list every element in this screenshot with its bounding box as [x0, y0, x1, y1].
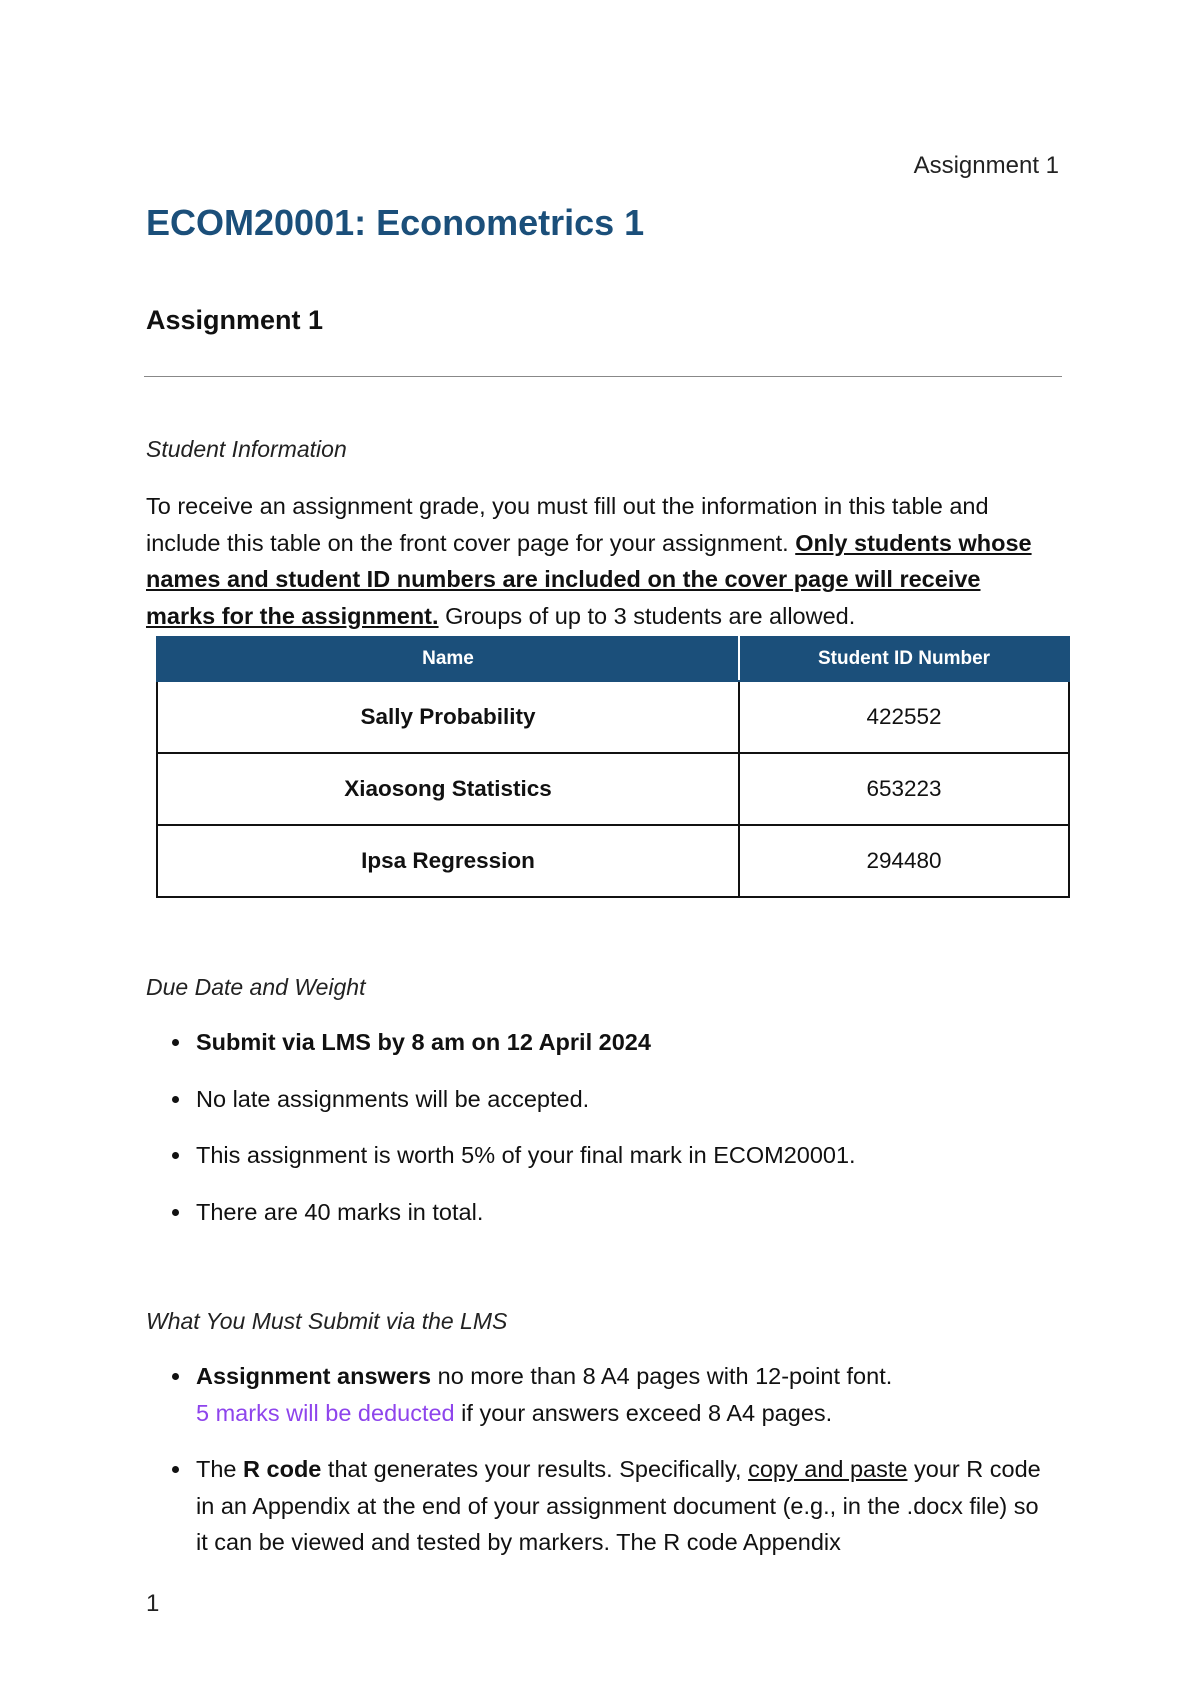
due-date-heading: Due Date and Weight: [146, 974, 366, 1000]
paragraph-intro: To receive an assignment grade, you must fill out the information in this table and include this table on the front cover page for your assignment.: [146, 493, 989, 556]
student-id-cell: 422552: [739, 681, 1069, 753]
student-name-cell: Xiaosong Statistics: [157, 753, 739, 825]
r-code-label: R code: [243, 1456, 322, 1482]
deduction-warning: 5 marks will be deducted: [196, 1399, 455, 1426]
student-name-cell: Sally Probability: [157, 681, 739, 753]
assignment-answers-label: Assignment answers: [196, 1363, 432, 1389]
r-code-mid: that generates your results. Specifically,: [321, 1456, 749, 1482]
horizontal-divider: [144, 376, 1062, 377]
paragraph-emphasis: Only students whose names and student ID numbers are included on the cover page will receive marks for the assignment.: [146, 529, 1032, 629]
copy-and-paste-text: copy and paste: [748, 1456, 908, 1482]
student-info-table: [156, 636, 1070, 898]
list-item: There are 40 marks in total.: [146, 1194, 1046, 1231]
table-row: [157, 681, 1069, 753]
table-row: [157, 825, 1069, 897]
column-header-student-id: Student ID Number: [739, 637, 1069, 681]
submit-heading: What You Must Submit via the LMS: [146, 1308, 508, 1334]
student-id-cell: 653223: [739, 753, 1069, 825]
submit-list: [146, 1358, 1046, 1561]
course-title: ECOM20001: Econometrics 1: [146, 202, 645, 243]
r-code-pre: The: [196, 1456, 244, 1482]
student-information-paragraph: [146, 488, 1046, 634]
due-date-list: [146, 1024, 1046, 1230]
column-header-name: Name: [157, 637, 739, 681]
list-item: [146, 1358, 1046, 1431]
table-header-row: [157, 637, 1069, 681]
deduction-text: if your answers exceed 8 A4 pages.: [454, 1399, 833, 1426]
running-header: Assignment 1: [913, 152, 1059, 179]
assignment-answers-text: no more than 8 A4 pages with 12-point font.: [431, 1363, 893, 1389]
student-name-cell: Ipsa Regression: [157, 825, 739, 897]
table-row: [157, 753, 1069, 825]
student-information-heading: Student Information: [146, 436, 347, 462]
paragraph-outro: Groups of up to 3 students are allowed.: [438, 602, 856, 629]
list-item: [146, 1451, 1046, 1561]
list-item: This assignment is worth 5% of your final mark in ECOM20001.: [146, 1137, 1046, 1174]
assignment-title: Assignment 1: [146, 305, 324, 335]
page-number: 1: [146, 1590, 160, 1617]
list-item: No late assignments will be accepted.: [146, 1081, 1046, 1118]
list-item: Submit via LMS by 8 am on 12 April 2024: [146, 1024, 1046, 1061]
student-id-cell: 294480: [739, 825, 1069, 897]
r-code-post: your R code in an Appendix at the end of your assignment document (e.g., in the .docx file) so it can be viewed and tested by markers. The R code Appendix: [196, 1456, 1041, 1555]
